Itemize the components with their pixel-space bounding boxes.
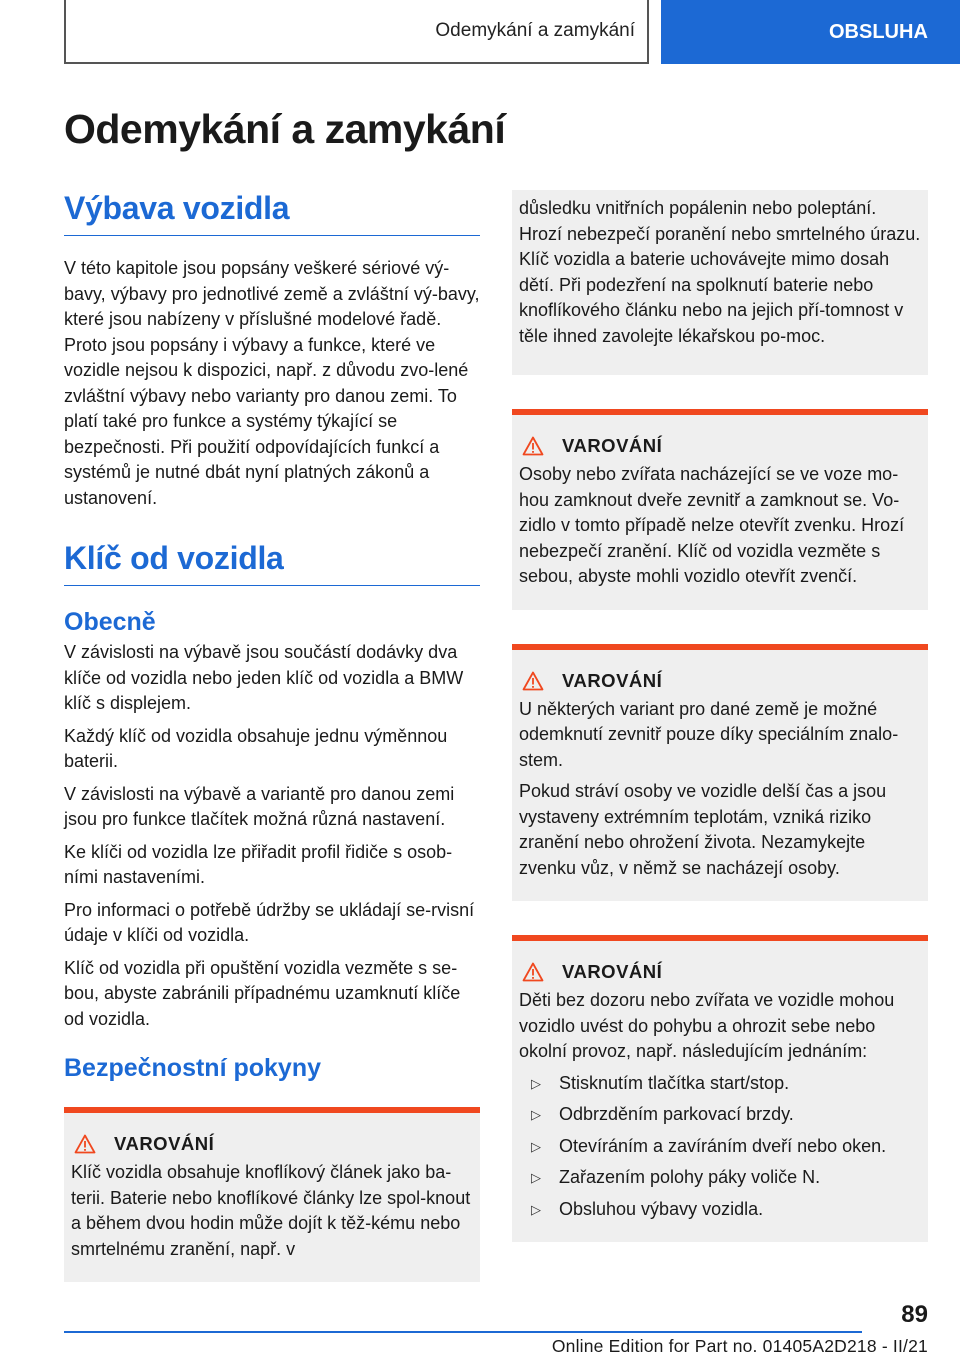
triangle-right-icon: ▷ <box>531 1107 541 1122</box>
warning-box-battery-continued <box>512 190 928 375</box>
left-column <box>64 190 480 1282</box>
list-item: ▷ Zařazením polohy páky voliče N. <box>519 1165 921 1191</box>
list-item: ▷ Stisknutím tlačítka start/stop. <box>519 1071 921 1097</box>
warning-text: Osoby nebo zvířata nacházející se ve voze mo-hou zamknout dveře zevnitř a zamknout se. Vo-zidlo v tomto případě nelze otevřít zvenku. Hrozí nebezpečí zranění. Klíč od vozidla vezměte s sebou, abyste mohli vozidlo otevřít zvenčí. <box>519 464 905 586</box>
obecne-paragraph: V závislosti na výbavě jsou součástí dodávky dva klíče od vozidla nebo jeden klíč od vozidla a BMW klíč s displejem. <box>64 642 464 713</box>
footer-divider <box>64 1331 862 1333</box>
warning-box-special-knowledge <box>512 644 928 902</box>
obecne-paragraph: Klíč od vozidla při opuštění vozidla vezměte s se-bou, abyste zabránili případnému uzamknutí klíče od vozidla. <box>64 957 461 1029</box>
warning-triangle-icon <box>74 1134 96 1154</box>
warning-text: důsledku vnitřních popálenin nebo poleptání. Hrozí nebezpečí poranění nebo smrtelného úrazu. Klíč vozidla a baterie uchovávejte mimo dosah dětí. Při podezření na spolknutí baterie nebo knoflíkového článku nebo na jejich pří-tomnost v těle ihned zavolejte lékařskou po-moc. <box>519 198 921 346</box>
warning-title-text: VAROVÁNÍ <box>562 669 663 691</box>
warning-triangle-icon <box>522 671 544 691</box>
right-column <box>512 190 928 1242</box>
heading-vybava-vozidla: Výbava vozidla <box>64 190 480 236</box>
header-section-box <box>64 0 649 64</box>
warning-title-text: VAROVÁNÍ <box>562 961 663 982</box>
warning-title-text: VAROVÁNÍ <box>114 1133 215 1154</box>
page-number: 89 <box>901 1301 928 1328</box>
header-tab-obsluha[interactable] <box>661 0 960 64</box>
warning-title <box>519 961 921 983</box>
obecne-paragraph: V závislosti na výbavě a variantě pro danou zemi jsou pro funkce tlačítek možná různá nastavení. <box>64 783 455 829</box>
warning-title-text: VAROVÁNÍ <box>562 435 663 456</box>
warning-text: U některých variant pro dané země je možné odemknutí zevnitř pouze díky speciálním znalo-stem. <box>519 698 899 770</box>
triangle-right-icon: ▷ <box>531 1138 541 1154</box>
vybava-text: V této kapitole jsou popsány veškeré sériové vý-bavy, výbavy pro jednotlivé země a zvláštní vý-bavy, které jsou nabízeny v příslušné modelové řadě. Proto jsou popsány i výbavy a funkce, které ve vozidle nejsou k dispozici, např. z důvodu zvo-lené zvláštní výbavy nebo varianty pro danou zemi. To platí také pro funkce a systémy týkající se bezpečnosti. Při použití odpovídajících funkcí a systémů je nutné dbát nyní platných zákonů a ustanovení. <box>64 258 480 508</box>
warning-box-battery <box>64 1107 480 1282</box>
obecne-paragraph: Každý klíč od vozidla obsahuje jednu výměnnou baterii. <box>64 725 448 771</box>
triangle-right-icon: ▷ <box>531 1075 541 1091</box>
warning-text: Děti bez dozoru nebo zvířata ve vozidle mohou vozidlo uvést do pohybu a ohrozit sebe nebo okolní provoz, např. následujícím jednáním: <box>519 990 895 1061</box>
list-item: ▷ Odbrzděním parkovací brzdy. <box>519 1102 921 1128</box>
obecne-paragraph: Pro informaci o potřebě údržby se ukládají se-rvisní údaje v klíči od vozidla. <box>64 899 475 945</box>
warning-triangle-icon <box>522 436 544 456</box>
footer-edition-text: Online Edition for Part no. 01405A2D218 - II/21 <box>551 1336 928 1356</box>
obecne-paragraph: Ke klíči od vozidla lze přiřadit profil řidiče s osob-ními nastaveními. <box>64 841 453 887</box>
warning-box-locked-inside <box>512 409 928 610</box>
warning-box-children-animals <box>512 935 928 1242</box>
heading-obecne: Obecně <box>64 608 156 636</box>
header-tab-label: OBSLUHA <box>829 20 928 43</box>
list-item: ▷ Otevíráním a zavíráním dveří nebo oken. <box>519 1134 921 1160</box>
list-item: ▷ Obsluhou výbavy vozidla. <box>519 1197 921 1223</box>
header-section-title: Odemykání a zamykání <box>435 20 635 41</box>
warning-title <box>71 1133 473 1155</box>
warning-text: Pokud stráví osoby ve vozidle delší čas a jsou vystaveny extrémním teplotám, vzniká riziko zranění nebo ohrožení života. Nezamykejte zvenku vůz, v němž se nacházejí osoby. <box>519 781 887 878</box>
warning-triangle-icon <box>522 962 544 982</box>
warning-title <box>519 670 921 692</box>
page-title: Odemykání a zamykání <box>64 106 506 152</box>
warning-title <box>519 435 921 457</box>
heading-klic-od-vozidla: Klíč od vozidla <box>64 540 480 586</box>
triangle-right-icon: ▷ <box>531 1170 541 1185</box>
triangle-right-icon: ▷ <box>531 1201 541 1217</box>
warning-text: Klíč vozidla obsahuje knoflíkový článek jako ba-terii. Baterie nebo knoflíkové články lze spol-knout a během dvou hodin může dojít k těž-kému nebo smrtelnému zranění, např. v <box>71 1162 471 1259</box>
heading-bezpecnostni-pokyny: Bezpečnostní pokyny <box>64 1054 321 1082</box>
